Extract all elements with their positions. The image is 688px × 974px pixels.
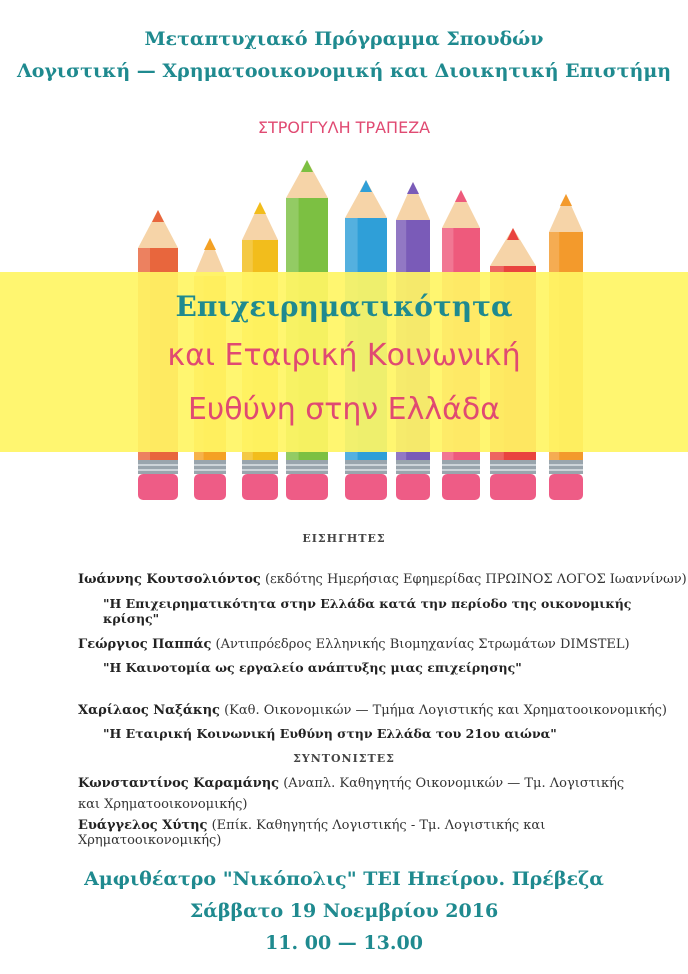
event-time: 11. 00 — 13.00 (265, 932, 423, 954)
moderator-1 (78, 773, 638, 815)
speaker-2-talk: "Η Καινοτομία ως εργαλείο ανάπτυξης μιας επιχείρησης" (103, 660, 522, 675)
speaker-name: Χαρίλαος Ναξάκης (78, 703, 220, 718)
moderator-name: Κωνσταντίνος Καραμάνης (78, 776, 280, 791)
venue: Αμφιθέατρο "Νικόπολις" ΤΕΙ Ηπείρου. Πρέβεζα (84, 868, 604, 890)
event-title-line1: Επιχειρηματικότητα (175, 290, 513, 323)
speaker-1-talk: "Η Επιχειρηματικότητα στην Ελλάδα κατά την περίοδο της οικονομικής κρίσης" (103, 596, 632, 626)
speaker-2 (78, 637, 630, 652)
speakers-heading: ΕΙΣΗΓΗΤΕΣ (302, 532, 386, 545)
event-title-line2: και Εταιρική Κοινωνική (167, 338, 521, 373)
speaker-1 (78, 572, 687, 587)
speaker-3 (78, 703, 667, 718)
moderator-2 (78, 818, 688, 848)
moderator-role: (Αναπλ. Καθηγητής Οικονομικών — Τμ. Λογιστικής και Χρηματοοικονομικής) (78, 776, 625, 812)
speaker-3-talk: "Η Εταιρική Κοινωνική Ευθύνη στην Ελλάδα του 21ου αιώνα" (103, 726, 557, 741)
program-title-line1: Μεταπτυχιακό Πρόγραμμα Σπουδών (144, 28, 544, 50)
event-type: ΣΤΡΟΓΓΥΛΗ ΤΡΑΠΕΖΑ (257, 118, 431, 137)
event-title-line3: Ευθύνη στην Ελλάδα (187, 392, 501, 427)
speaker-role: (Αντιπρόεδρος Ελληνικής Βιομηχανίας Στρωμάτων DIMSTEL) (215, 637, 630, 652)
speaker-name: Γεώργιος Παππάς (78, 637, 212, 652)
moderators-heading: ΣΥΝΤΟΝΙΣΤΕΣ (293, 752, 395, 765)
event-date: Σάββατο 19 Νοεμβρίου 2016 (189, 900, 499, 922)
speaker-role: (εκδότης Ημερήσιας Εφημερίδας ΠΡΩΙΝΟΣ ΛΟΓΟΣ Ιωαννίνων) (264, 572, 687, 587)
moderator-name: Ευάγγελος Χύτης (78, 818, 208, 833)
speaker-name: Ιωάννης Κουτσολιόντος (78, 572, 261, 587)
moderator-role: (Επίκ. Καθηγητής Λογιστικής - Τμ. Λογιστικής και Χρηματοοικονομικής) (78, 818, 546, 848)
speaker-role: (Καθ. Οικονομικών — Τμήμα Λογιστικής και Χρηματοοικονομικής) (224, 703, 667, 718)
program-title-line2: Λογιστική — Χρηματοοικονομική και Διοικητική Επιστήμη (16, 60, 672, 82)
